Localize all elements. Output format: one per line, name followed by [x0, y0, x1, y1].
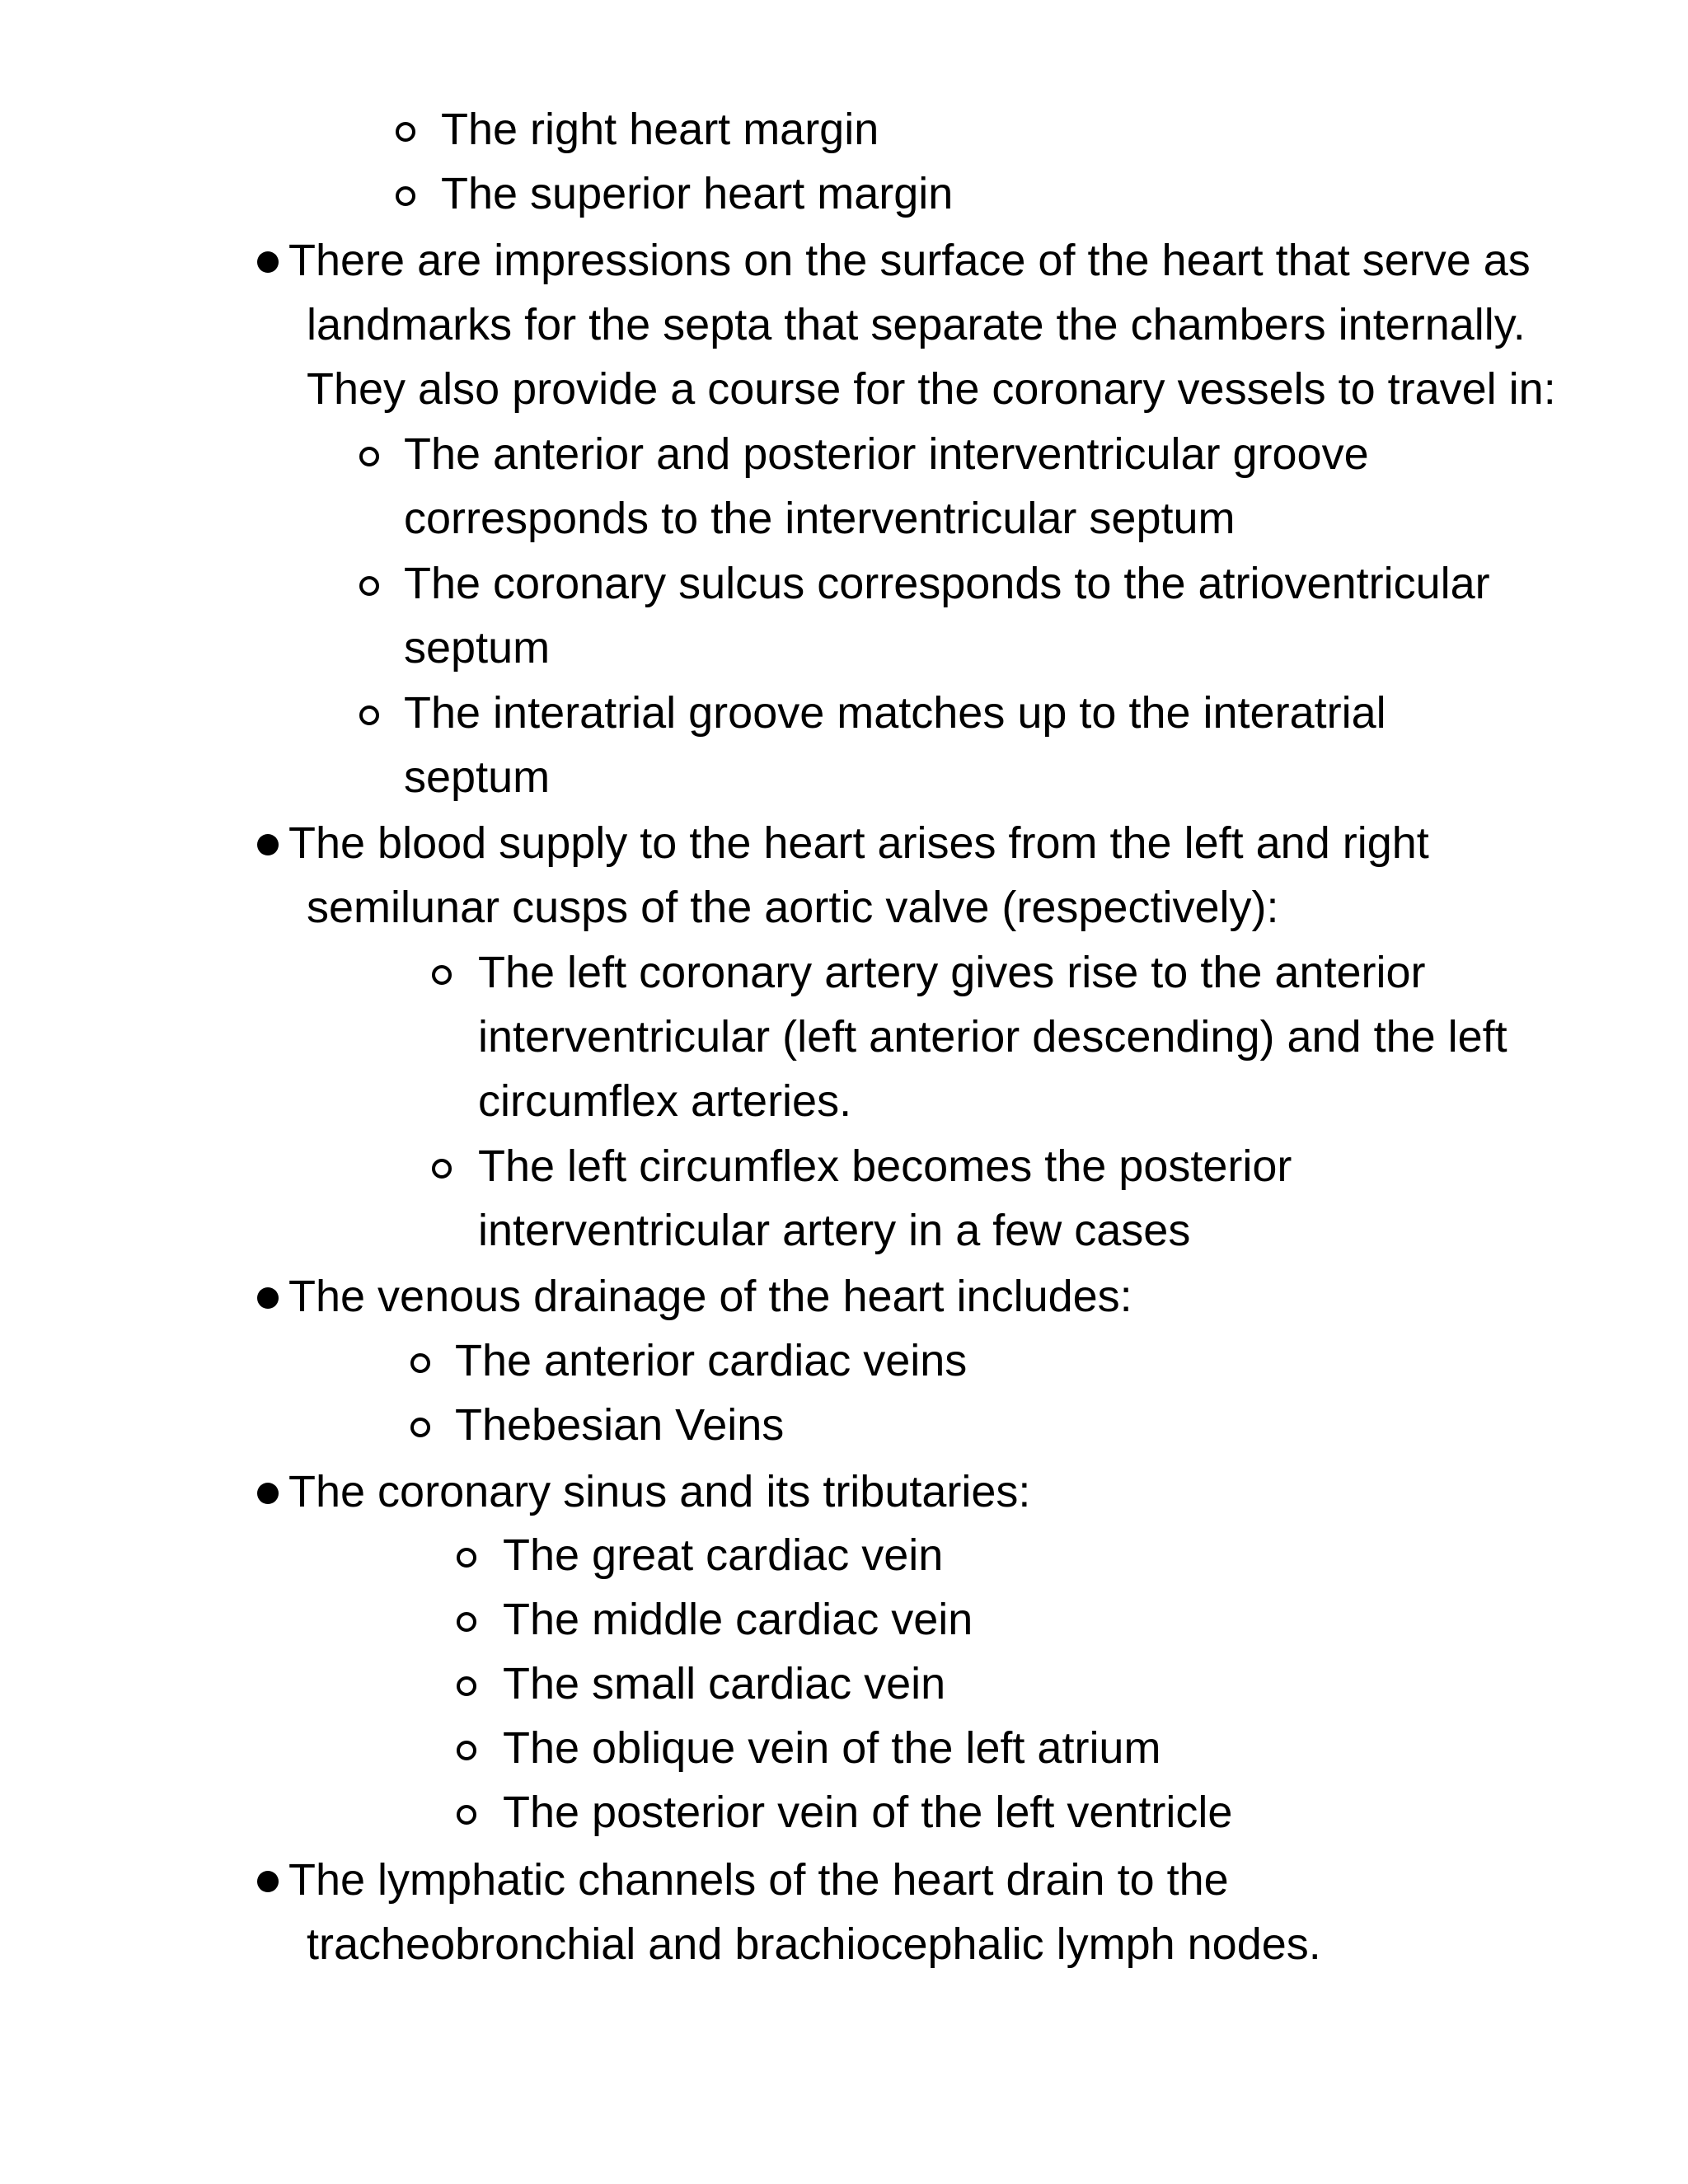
sub-bullet-icon: [457, 1548, 476, 1568]
bullet-text: The lymphatic channels of the heart drain to the: [288, 1855, 1229, 1905]
sub-item-text: The left coronary artery gives rise to the anterior: [478, 948, 1426, 997]
sub-bullet-icon: [432, 1159, 452, 1179]
sub-item-text: The right heart margin: [441, 105, 879, 154]
sub-item-text: interventricular (left anterior descending) and the left: [478, 1012, 1507, 1062]
sub-item-text: septum: [404, 623, 551, 673]
sub-bullet-icon: [396, 186, 415, 206]
bullet-text: There are impressions on the surface of the heart that serve as: [288, 236, 1531, 285]
sub-item-text: The middle cardiac vein: [503, 1595, 973, 1644]
bullet-text: semilunar cusps of the aortic valve (respectively):: [307, 883, 1279, 932]
sub-item-text: The interatrial groove matches up to the interatrial: [404, 688, 1386, 738]
sub-item-text: The coronary sulcus corresponds to the atrioventricular: [404, 559, 1490, 608]
sub-bullet-icon: [359, 705, 379, 725]
bullet-text: The blood supply to the heart arises from the left and right: [288, 818, 1429, 868]
bullet-icon: [257, 1287, 279, 1309]
sub-item-text: The great cardiac vein: [503, 1530, 944, 1580]
sub-item-text: Thebesian Veins: [455, 1400, 785, 1450]
bullet-icon: [257, 251, 279, 273]
bullet-text: The coronary sinus and its tributaries:: [288, 1467, 1031, 1516]
sub-bullet-icon: [359, 447, 379, 466]
sub-bullet-icon: [410, 1418, 430, 1437]
sub-bullet-icon: [410, 1353, 430, 1373]
sub-item-text: The oblique vein of the left atrium: [503, 1723, 1161, 1773]
bullet-text: The venous drainage of the heart includes:: [288, 1272, 1132, 1321]
sub-item-text: corresponds to the interventricular septum: [404, 494, 1236, 543]
sub-bullet-icon: [457, 1676, 476, 1696]
sub-item-text: circumflex arteries.: [478, 1076, 852, 1126]
bullet-text: tracheobronchial and brachiocephalic lymph nodes.: [307, 1919, 1321, 1969]
sub-item-text: interventricular artery in a few cases: [478, 1206, 1191, 1255]
sub-item-text: The anterior cardiac veins: [455, 1336, 968, 1385]
sub-bullet-icon: [457, 1805, 476, 1825]
sub-bullet-icon: [396, 122, 415, 142]
bullet-text: They also provide a course for the coronary vessels to travel in:: [307, 364, 1556, 414]
sub-item-text: The posterior vein of the left ventricle: [503, 1788, 1233, 1837]
sub-item-text: The left circumflex becomes the posterior: [478, 1141, 1292, 1191]
sub-item-text: The superior heart margin: [441, 169, 954, 218]
sub-item-text: septum: [404, 752, 551, 802]
sub-item-text: The small cardiac vein: [503, 1659, 946, 1708]
sub-bullet-icon: [457, 1741, 476, 1760]
sub-bullet-icon: [432, 965, 452, 985]
bullet-icon: [257, 834, 279, 855]
bullet-icon: [257, 1483, 279, 1504]
sub-item-text: The anterior and posterior interventricular groove: [404, 429, 1369, 479]
bullet-text: landmarks for the septa that separate the chambers internally.: [307, 300, 1526, 349]
sub-bullet-icon: [457, 1612, 476, 1632]
bullet-icon: [257, 1871, 279, 1892]
sub-bullet-icon: [359, 576, 379, 596]
